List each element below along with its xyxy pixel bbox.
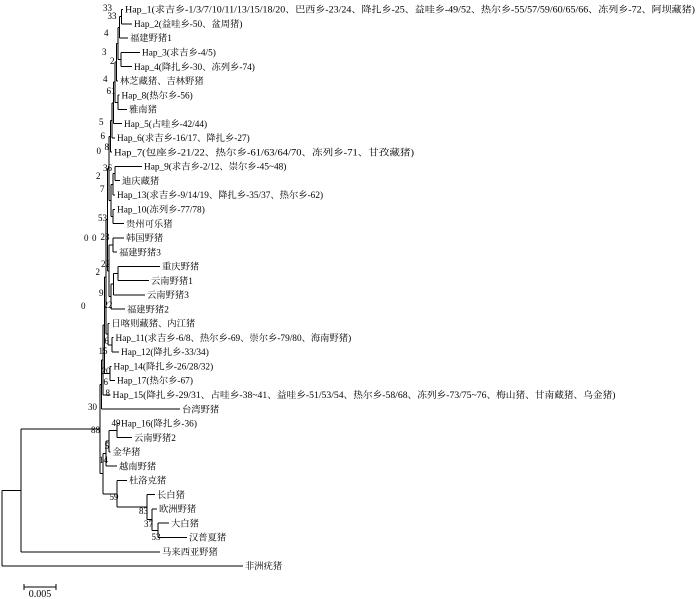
bootstrap-value: 5	[99, 117, 104, 127]
taxon-label: Hap_7(包座乡-21/22、热尔乡-61/63/64/70、冻列乡-71、甘孜藏猪)	[114, 148, 379, 159]
taxon-label: 福建野猪2	[127, 305, 169, 316]
taxon-label: Hap_14(降扎乡-26/28/32)	[113, 362, 214, 373]
taxon-label: Hap_12(降扎乡-33/34)	[121, 348, 209, 359]
bootstrap-value: 0	[96, 146, 101, 156]
taxon-label: Hap_3(求吉乡-4/5)	[142, 48, 216, 59]
taxon-label: Hap_9(求吉乡-2/12、崇尔乡-45~48)	[144, 162, 287, 173]
bootstrap-value: 2	[110, 56, 115, 66]
taxon-label: 越南野猪	[119, 462, 157, 473]
taxon-label: 林芝藏猪、吉林野猪	[120, 77, 204, 88]
taxon-label: Hap_13(求吉乡-9/14/19、降扎乡-35/37、热尔乡-62)	[117, 191, 324, 202]
taxon-label: 云南野猪2	[134, 433, 176, 444]
taxon-label: 重庆野猪	[162, 262, 200, 273]
bootstrap-value: 36	[103, 163, 112, 173]
bootstrap-value: 8	[105, 388, 110, 398]
bootstrap-value: 53	[98, 213, 107, 223]
taxon-label: 欧洲野猪	[159, 505, 197, 516]
bootstrap-value: 7	[100, 184, 105, 194]
taxon-label: 云南野猪1	[151, 276, 193, 287]
bootstrap-value: 4	[103, 74, 108, 84]
bootstrap-value: 0	[84, 233, 89, 243]
taxon-label: 云南野猪3	[147, 291, 189, 302]
taxon-label: 福建野猪1	[130, 34, 172, 45]
scale-bar	[24, 584, 56, 599]
bootstrap-value: 2	[96, 171, 101, 181]
taxon-label: Hap_2(益哇乡-50、盆周猪)	[134, 19, 243, 30]
taxon-label: 杜洛克猪	[129, 476, 167, 487]
taxon-label: Hap_15(降扎乡-29/31、占哇乡-38~41、益哇乡-51/53/54、热尔乡-58/68、冻列乡-73/75~76、梅山猪、甘南藏猪、乌金猪)	[112, 390, 596, 401]
taxon-label: 日喀则藏猪、内江猪	[111, 319, 196, 330]
bootstrap-value: 3	[102, 47, 107, 57]
taxon-label: Hap_4(降扎乡-30、冻列乡-74)	[134, 62, 255, 73]
bootstrap-value: 4	[104, 28, 109, 38]
bootstrap-value: 8	[104, 142, 109, 152]
bootstrap-value: 59	[109, 492, 119, 502]
taxon-label: Hap_1(求吉乡-1/3/7/10/11/13/15/18/20、巴西乡-23/24、降扎乡-25、益哇乡-49/52、热尔乡-55/57/59/60/65/66、冻列乡-72、阿坝藏猪)	[125, 5, 655, 16]
bootstrap-value: 9	[99, 288, 104, 298]
bootstrap-value: 33	[103, 3, 112, 13]
bootstrap-value: 88	[91, 425, 100, 435]
taxon-label: 迪庆藏猪	[122, 176, 160, 187]
bootstrap-value: 5	[104, 441, 109, 451]
taxon-label: 汉普夏猪	[189, 533, 227, 544]
bootstrap-value: 0	[92, 233, 97, 243]
taxon-label: 雅南猪	[129, 105, 157, 116]
taxon-label: 台湾野猪	[182, 405, 220, 416]
taxon-label: 福建野猪3	[119, 248, 161, 259]
bootstrap-value: 15	[98, 346, 108, 356]
taxon-label: 大白猪	[171, 519, 199, 530]
taxon-label: 长白猪	[157, 490, 185, 501]
taxon-label: 贵州可乐猪	[126, 219, 173, 230]
taxon-label: 非洲疣猪	[245, 562, 283, 573]
bootstrap-value: 23	[100, 232, 110, 242]
bootstrap-value: 53	[151, 532, 161, 542]
taxon-label: 马来西亚野猪	[162, 547, 218, 558]
bootstrap-value: 22	[101, 259, 110, 269]
taxon-label: 韩国野猪	[126, 234, 164, 245]
bootstrap-value: 30	[88, 402, 97, 412]
bootstrap-value: 83	[139, 506, 148, 516]
taxon-label: Hap_6(求吉乡-16/17、降扎乡-27)	[117, 134, 250, 145]
bootstrap-value: 49	[111, 418, 121, 428]
bootstrap-value: 33	[107, 11, 117, 21]
taxon-label: Hap_11(求吉乡-6/8、热尔乡-69、崇尔乡-79/80、海南野猪)	[115, 333, 352, 344]
taxon-label: Hap_8(热尔乡-56)	[121, 91, 193, 102]
bootstrap-value: 20	[101, 366, 111, 376]
scale-bar-label: 0.005	[28, 589, 52, 599]
bootstrap-value: 61	[106, 86, 116, 96]
bootstrap-value: 6	[104, 336, 109, 346]
taxon-label: 金华猪	[112, 448, 141, 459]
bootstrap-value: 14	[99, 455, 108, 465]
taxon-label: Hap_17(热尔乡-67)	[117, 376, 193, 387]
bootstrap-value: 22	[103, 300, 113, 310]
taxon-label: Hap_16(降扎乡-36)	[121, 419, 197, 430]
taxon-label: Hap_5(占哇乡-42/44)	[124, 119, 208, 130]
bootstrap-value: 6	[100, 131, 105, 141]
bootstrap-value: 37	[144, 519, 153, 529]
tree-labels	[81, 3, 695, 572]
bootstrap-value: 2	[95, 267, 100, 277]
taxon-label: Hap_10(冻列乡-77/78)	[117, 205, 205, 216]
bootstrap-value: 0	[81, 301, 86, 311]
bootstrap-value: 6	[103, 377, 108, 387]
